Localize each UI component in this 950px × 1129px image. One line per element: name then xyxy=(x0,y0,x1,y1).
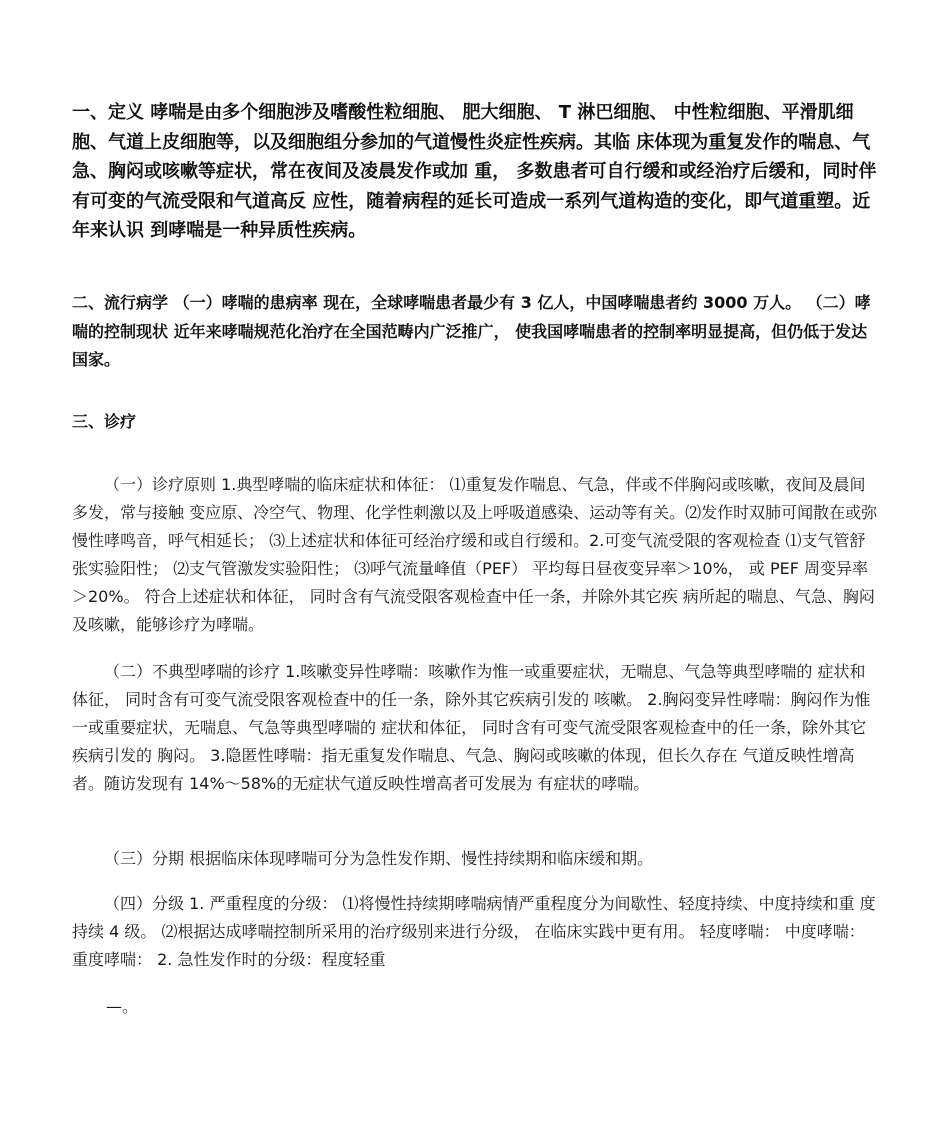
paragraph-diagnosis-principles: （一）诊疗原则 1.典型哮喘的临床症状和体征： ⑴重复发作喘息、气急，伴或不伴胸闷或咳嗽，夜间及晨间多发，常与接触 变应原、冷空气、物理、化学性刺激以及上呼吸道感染、运动等有关。⑵发作时双肺可闻散在或弥慢性哮鸣音，呼气相延长； ⑶上述症状和体征可经治疗缓和或自行缓和。2.可变气流受限的客观检查 ⑴支气管舒张实验阳性； ⑵支气管激发实验阳性； ⑶呼气流量峰值（PEF） 平均每日昼夜变异率＞10%， 或 PEF 周变异率＞20%。 符合上述症状和体征， 同时含有气流受限客观检查中任一条，并除外其它疾 病所起的喘息、气急、胸闷及咳嗽，能够诊疗为哮喘。 xyxy=(72,475,878,634)
section-definition: 一、定义 哮喘是由多个细胞涉及嗜酸性粒细胞、 肥大细胞、 T 淋巴细胞、 中性粒细胞、平滑肌细胞、气道上皮细胞等，以及细胞组分参加的气道慢性炎症性疾病。其临 床体现为重复发作的喘息、气急、胸闷或咳嗽等症状，常在夜间及凌晨发作或加 重， 多数患者可自行缓和或经治疗后缓和，同时伴有可变的气流受限和气道高反 应性，随着病程的延长可造成一系列气道构造的变化，即气道重塑。近年来认识 到哮喘是一种异质性疾病。 xyxy=(72,102,877,241)
paragraph-tail: —。 xyxy=(106,997,139,1016)
section-epidemiology: 二、流行病学 （一）哮喘的患病率 现在，全球哮喘患者最少有 3 亿人，中国哮喘患者约 3000 万人。 （二）哮喘的控制现状 近年来哮喘规范化治疗在全国范畴内广泛推广， 使我国哮喘患者的控制率明显提高，但仍低于发达国家。 xyxy=(72,293,871,369)
paragraph-staging: （三）分期 根据临床体现哮喘可分为急性发作期、慢性持续期和临床缓和期。 xyxy=(104,849,654,868)
section-diagnosis-heading: 三、诊疗 xyxy=(72,412,137,431)
paragraph-grading: （四）分级 1. 严重程度的分级： ⑴将慢性持续期哮喘病情严重程度分为间歇性、轻度持续、中度持续和重 度持续 4 级。 ⑵根据达成哮喘控制所采用的治疗级别来进行分级， 在临床实践中更有用。 轻度哮喘： 中度哮喘： 重度哮喘： 2. 急性发作时的分级：程度轻重 xyxy=(72,894,876,969)
paragraph-atypical-asthma: （二）不典型哮喘的诊疗 1.咳嗽变异性哮喘：咳嗽作为惟一或重要症状，无喘息、气急等典型哮喘的 症状和体征， 同时含有可变气流受限客观检查中的任一条，除外其它疾病引发的 咳嗽。 2.胸闷变异性哮喘：胸闷作为惟一或重要症状，无喘息、气急等典型哮喘的 症状和体征， 同时含有可变气流受限客观检查中的任一条，除外其它疾病引发的 胸闷。 3.隐匿性哮喘：指无重复发作喘息、气急、胸闷或咳嗽的体现，但长久存在 气道反映性增高者。随访发现有 14%～58%的无症状气道反映性增高者可发展为 有症状的哮喘。 xyxy=(72,662,871,793)
